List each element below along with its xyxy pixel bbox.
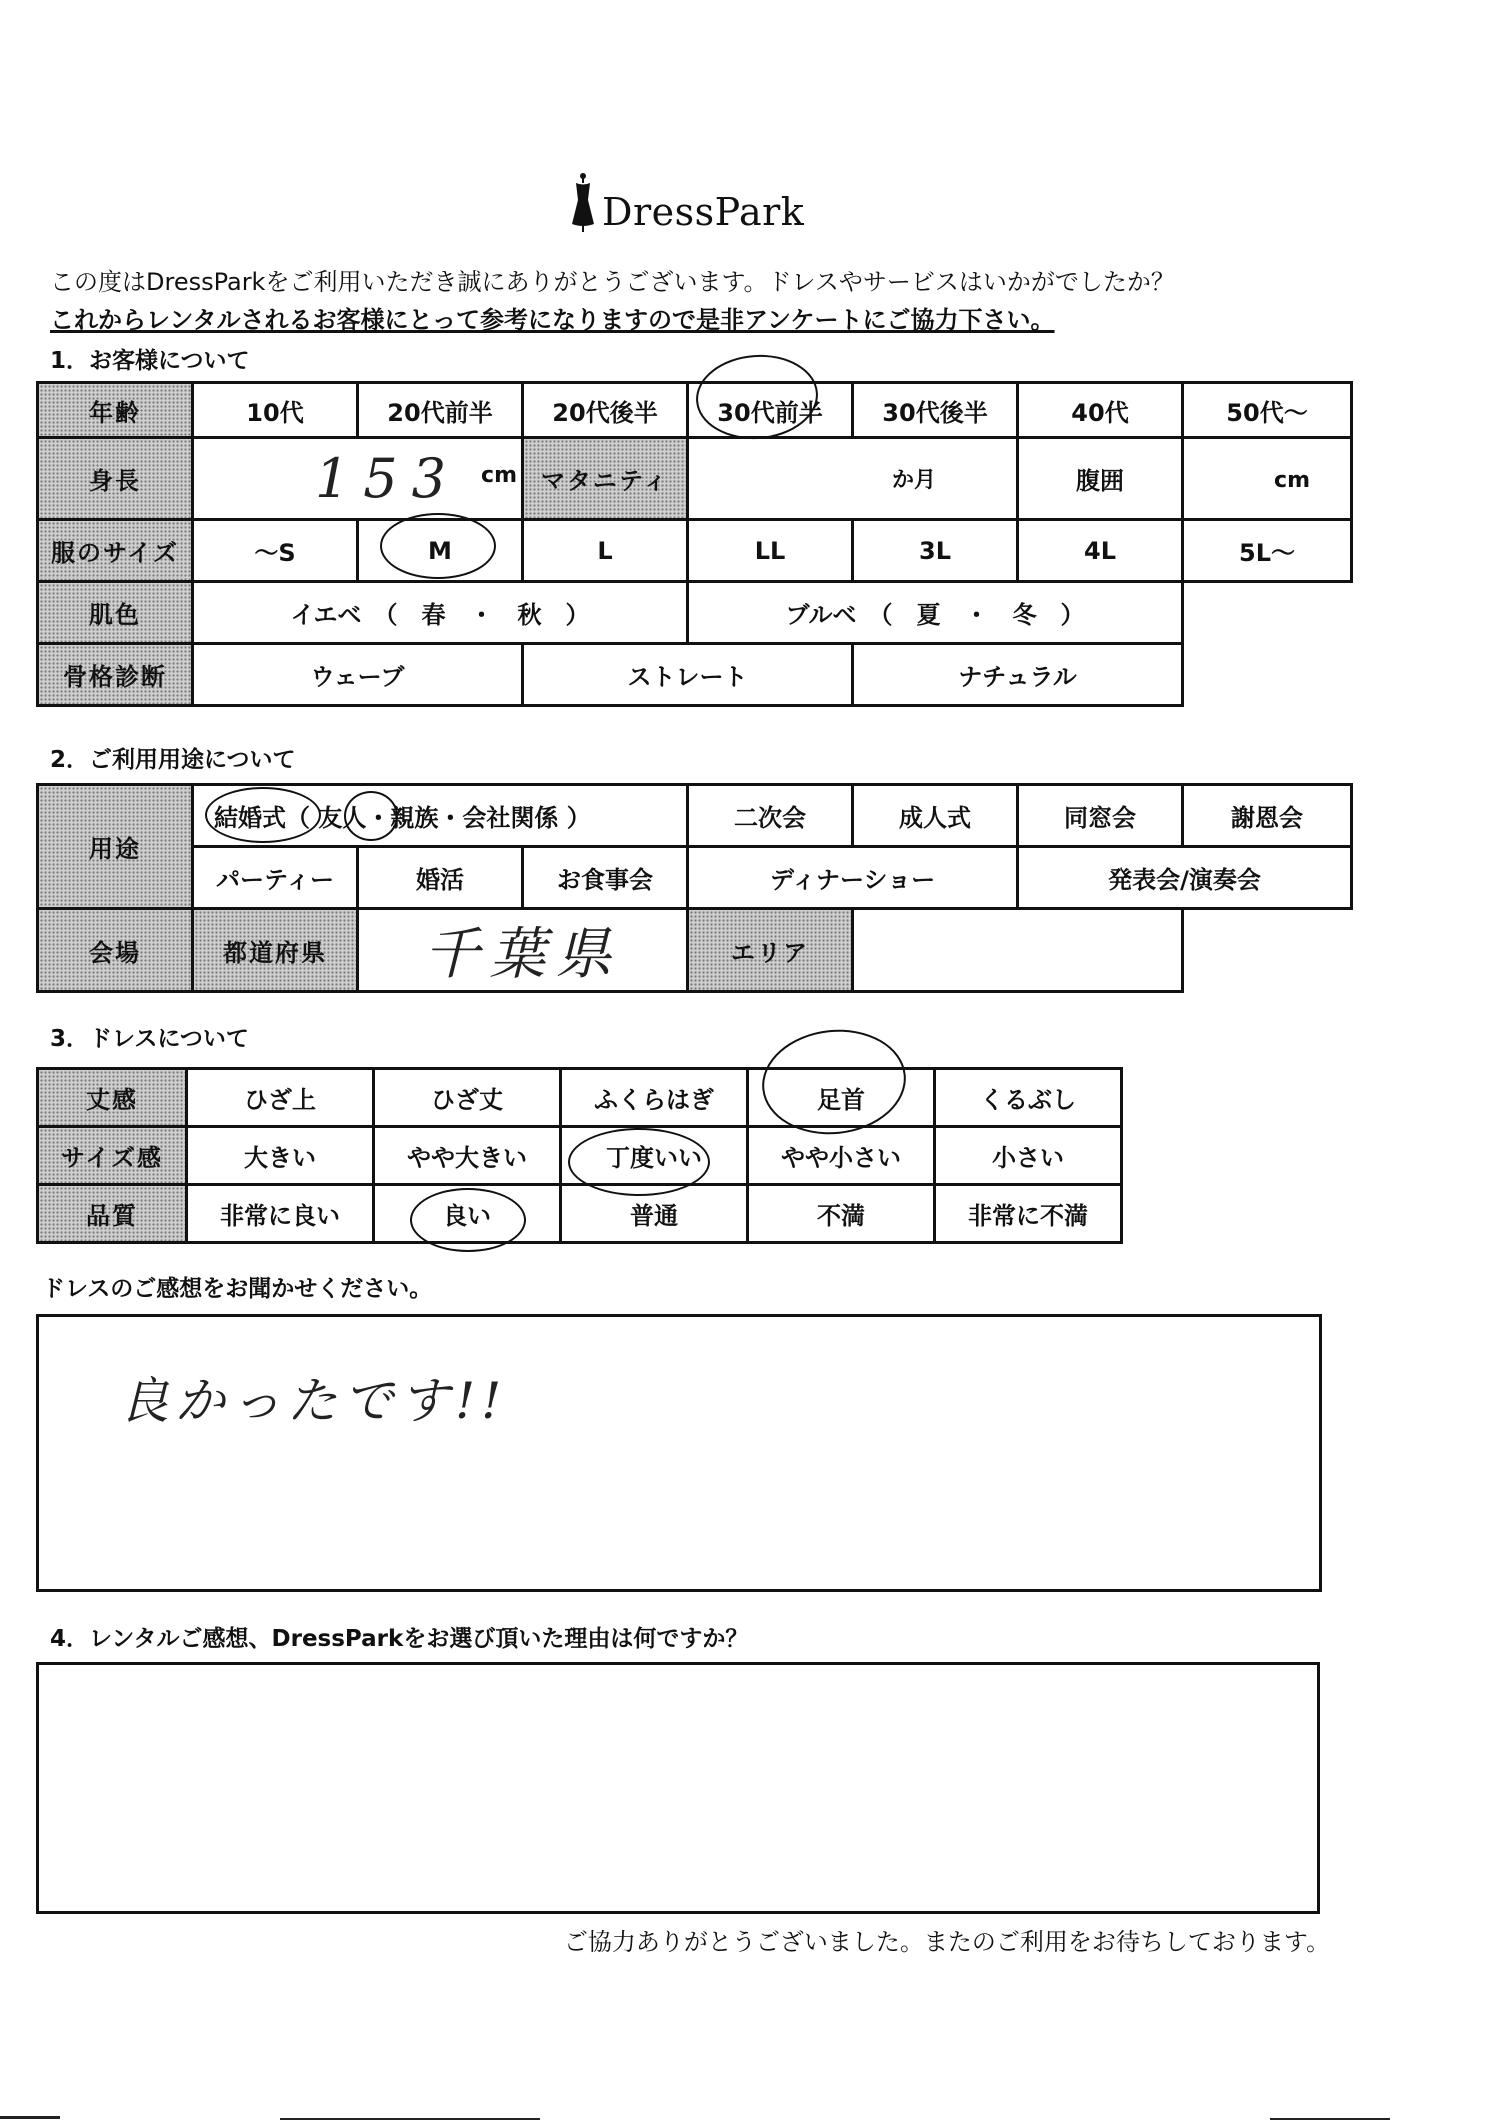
area-field[interactable] <box>853 909 1183 992</box>
usage-option[interactable]: 成人式 <box>853 785 1018 847</box>
dress-form-icon <box>570 172 596 234</box>
waist-field[interactable] <box>1183 438 1352 520</box>
empty-cell <box>1183 582 1352 644</box>
age-row <box>38 383 1352 438</box>
height-field[interactable] <box>193 438 523 520</box>
prefecture-field[interactable] <box>358 909 688 992</box>
quality-option[interactable]: 非常に良い <box>187 1185 374 1243</box>
dress-table <box>36 1067 1123 1244</box>
skin-row <box>38 582 1352 644</box>
quality-option[interactable]: 非常に不満 <box>935 1185 1122 1243</box>
usage-option[interactable]: 謝恩会 <box>1183 785 1352 847</box>
quality-label: 品質 <box>38 1185 187 1243</box>
scan-artifact <box>280 2118 540 2120</box>
dress-comment-box[interactable] <box>36 1314 1322 1592</box>
usage-row-2 <box>38 847 1352 909</box>
skeleton-option[interactable]: ストレート <box>523 644 853 706</box>
age-option[interactable]: 50代～ <box>1183 383 1352 438</box>
length-label: 丈感 <box>38 1069 187 1127</box>
usage-option[interactable]: ディナーショー <box>688 847 1018 909</box>
usage-label: 用途 <box>38 785 193 909</box>
customer-table <box>36 381 1353 707</box>
usage-option[interactable]: お食事会 <box>523 847 688 909</box>
venue-label: 会場 <box>38 909 193 992</box>
fit-option[interactable]: 大きい <box>187 1127 374 1185</box>
scan-artifact <box>1270 2118 1390 2120</box>
venue-row <box>38 909 1352 992</box>
height-label: 身長 <box>38 438 193 520</box>
size-option[interactable]: ～S <box>193 520 358 582</box>
quality-option-selected[interactable]: 良い <box>374 1185 561 1243</box>
section1-title: 1．お客様について <box>50 348 250 374</box>
age-option[interactable]: 40代 <box>1018 383 1183 438</box>
size-option[interactable]: 3L <box>853 520 1018 582</box>
usage-option[interactable]: 婚活 <box>358 847 523 909</box>
wedding-detail: （ 友人・親族・会社関係 ） <box>286 804 591 832</box>
age-option[interactable]: 20代後半 <box>523 383 688 438</box>
usage-option[interactable]: パーティー <box>193 847 358 909</box>
height-value: 153 <box>314 447 461 510</box>
quality-row <box>38 1185 1122 1243</box>
empty-cell <box>1183 644 1352 706</box>
skin-option-blue-base[interactable]: ブルベ （ 夏 ・ 冬 ） <box>688 582 1183 644</box>
fit-option[interactable]: やや小さい <box>748 1127 935 1185</box>
age-option[interactable]: 10代 <box>193 383 358 438</box>
intro-line-2: これからレンタルされるお客様にとって参考になりますので是非アンケートにご協力下さい。 <box>50 306 1055 334</box>
length-option[interactable]: ふくらはぎ <box>561 1069 748 1127</box>
waist-label: 腹囲 <box>1018 438 1183 520</box>
age-option[interactable]: 20代前半 <box>358 383 523 438</box>
quality-option[interactable]: 普通 <box>561 1185 748 1243</box>
prefecture-value: 千葉県 <box>423 922 622 987</box>
brand-name: DressPark <box>602 190 805 234</box>
usage-option[interactable]: 発表会/演奏会 <box>1018 847 1352 909</box>
maternity-label: マタニティ <box>523 438 688 520</box>
usage-table <box>36 783 1353 993</box>
reason-answer-box[interactable] <box>36 1662 1320 1914</box>
usage-option[interactable]: 二次会 <box>688 785 853 847</box>
section4-title: 4．レンタルご感想、DressParkをお選び頂いた理由は何ですか？ <box>50 1626 749 1652</box>
size-option[interactable]: 4L <box>1018 520 1183 582</box>
length-option-selected[interactable]: 足首 <box>748 1069 935 1127</box>
brand-logo <box>570 172 804 234</box>
dress-comment-prompt: ドレスのご感想をお聞かせください。 <box>42 1276 433 1302</box>
age-option-selected[interactable]: 30代前半 <box>688 383 853 438</box>
length-row <box>38 1069 1122 1127</box>
area-label: エリア <box>688 909 853 992</box>
length-option[interactable]: くるぶし <box>935 1069 1122 1127</box>
section3-title: 3．ドレスについて <box>50 1026 249 1052</box>
empty-cell <box>1183 909 1352 992</box>
prefecture-label: 都道府県 <box>193 909 358 992</box>
fit-row <box>38 1127 1122 1185</box>
height-unit: cm <box>481 463 517 488</box>
usage-wedding[interactable] <box>193 785 688 847</box>
skin-option-yellow-base[interactable]: イエベ （ 春 ・ 秋 ） <box>193 582 688 644</box>
length-option[interactable]: ひざ上 <box>187 1069 374 1127</box>
fit-option-selected[interactable]: 丁度いい <box>561 1127 748 1185</box>
usage-option[interactable]: 同窓会 <box>1018 785 1183 847</box>
fit-label: サイズ感 <box>38 1127 187 1185</box>
skeleton-option[interactable]: ウェーブ <box>193 644 523 706</box>
age-label: 年齢 <box>38 383 193 438</box>
skeleton-row <box>38 644 1352 706</box>
footer-thanks: ご協力ありがとうございました。またのご利用をお待ちしております。 <box>563 1928 1330 1956</box>
size-option[interactable]: L <box>523 520 688 582</box>
skeleton-option[interactable]: ナチュラル <box>853 644 1183 706</box>
height-row <box>38 438 1352 520</box>
usage-row-1 <box>38 785 1352 847</box>
quality-option[interactable]: 不満 <box>748 1185 935 1243</box>
size-row <box>38 520 1352 582</box>
fit-option[interactable]: 小さい <box>935 1127 1122 1185</box>
age-option[interactable]: 30代後半 <box>853 383 1018 438</box>
dress-comment-value: 良かったです!! <box>119 1372 508 1430</box>
length-option[interactable]: ひざ丈 <box>374 1069 561 1127</box>
waist-unit: cm <box>1274 467 1310 493</box>
skin-label: 肌色 <box>38 582 193 644</box>
skeleton-label: 骨格診断 <box>38 644 193 706</box>
size-option[interactable]: LL <box>688 520 853 582</box>
size-option[interactable]: 5L～ <box>1183 520 1352 582</box>
size-label: 服のサイズ <box>38 520 193 582</box>
section2-title: 2．ご利用用途について <box>50 747 296 773</box>
months-unit: か月 <box>891 468 936 493</box>
fit-option[interactable]: やや大きい <box>374 1127 561 1185</box>
size-option-selected[interactable]: M <box>358 520 523 582</box>
maternity-months-field[interactable] <box>688 438 1018 520</box>
wedding-label: 結婚式 <box>214 804 286 832</box>
scan-artifact <box>0 2116 60 2119</box>
intro-line-1: この度はDressParkをご利用いただき誠にありがとうございます。ドレスやサービスはいかがでしたか？ <box>50 268 1175 296</box>
